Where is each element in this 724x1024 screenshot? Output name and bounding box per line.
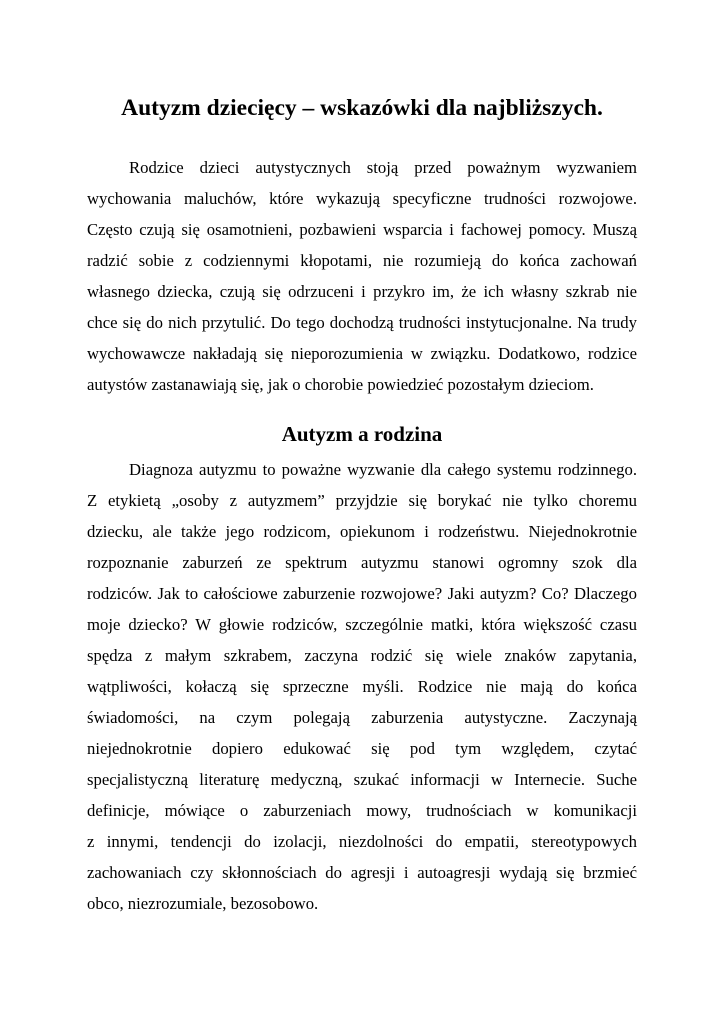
paragraph-line: dziecku, ale także jego rodzicom, opiekunom i rodzeństwu. Niejednokrotnie xyxy=(87,522,637,541)
paragraph-line: rodziców. Jak to całościowe zaburzenie rozwojowe? Jaki autyzm? Co? Dlaczego xyxy=(87,584,637,603)
paragraph-line: moje dziecko? W głowie rodziców, szczególnie matki, która większość czasu xyxy=(87,615,637,634)
paragraph-line: chce się do nich przytulić. Do tego dochodzą trudności instytucjonalne. Na trudy xyxy=(87,313,637,332)
paragraph-line: Z etykietą „osoby z autyzmem” przyjdzie się borykać nie tylko choremu xyxy=(87,491,637,510)
section-heading: Autyzm a rodzina xyxy=(281,422,443,446)
family-paragraph xyxy=(87,454,637,919)
paragraph-line: wychowania maluchów, które wykazują specyficzne trudności rozwojowe. xyxy=(87,189,637,208)
paragraph-line: Diagnoza autyzmu to poważne wyzwanie dla całego systemu rodzinnego. xyxy=(129,460,637,479)
paragraph-line: z innymi, tendencji do izolacji, niezdolności do empatii, stereotypowych xyxy=(87,832,637,851)
paragraph-line: Często czują się osamotnieni, pozbawieni wsparcia i fachowej pomocy. Muszą xyxy=(87,220,637,239)
paragraph-line: spędza z małym szkrabem, zaczyna rodzić się wiele znaków zapytania, xyxy=(87,646,637,665)
paragraph-line: świadomości, na czym polegają zaburzenia autystyczne. Zaczynają xyxy=(87,708,637,727)
paragraph-line: zachowaniach czy skłonnościach do agresji i autoagresji wydają się brzmieć xyxy=(87,863,637,882)
paragraph-line: obco, niezrozumiale, bezosobowo. xyxy=(87,894,319,913)
paragraph-line: niejednokrotnie dopiero edukować się pod tym względem, czytać xyxy=(87,739,637,758)
paragraph-line: wychowawcze nakładają się nieporozumienia w związku. Dodatkowo, rodzice xyxy=(87,344,637,363)
paragraph-line: definicje, mówiące o zaburzeniach mowy, trudnościach w komunikacji xyxy=(87,801,637,820)
paragraph-line: specjalistyczną literaturę medyczną, szukać informacji w Internecie. Suche xyxy=(87,770,637,789)
document-title: Autyzm dziecięcy – wskazówki dla najbliższych. xyxy=(121,95,603,121)
paragraph-line: Rodzice dzieci autystycznych stoją przed poważnym wyzwaniem xyxy=(129,158,637,177)
paragraph-line: własnego dziecka, czują się odrzuceni i przykro im, że ich własny szkrab nie xyxy=(87,282,637,301)
paragraph-line: rozpoznanie zaburzeń ze spektrum autyzmu stanowi ogromny szok dla xyxy=(87,553,637,572)
paragraph-line: radzić sobie z codziennymi kłopotami, nie rozumieją do końca zachowań xyxy=(87,251,637,270)
paragraph-line: autystów zastanawiają się, jak o chorobie powiedzieć pozostałym dzieciom. xyxy=(87,375,594,394)
intro-paragraph xyxy=(87,152,637,400)
paragraph-line: wątpliwości, kołaczą się sprzeczne myśli. Rodzice nie mają do końca xyxy=(87,677,637,696)
